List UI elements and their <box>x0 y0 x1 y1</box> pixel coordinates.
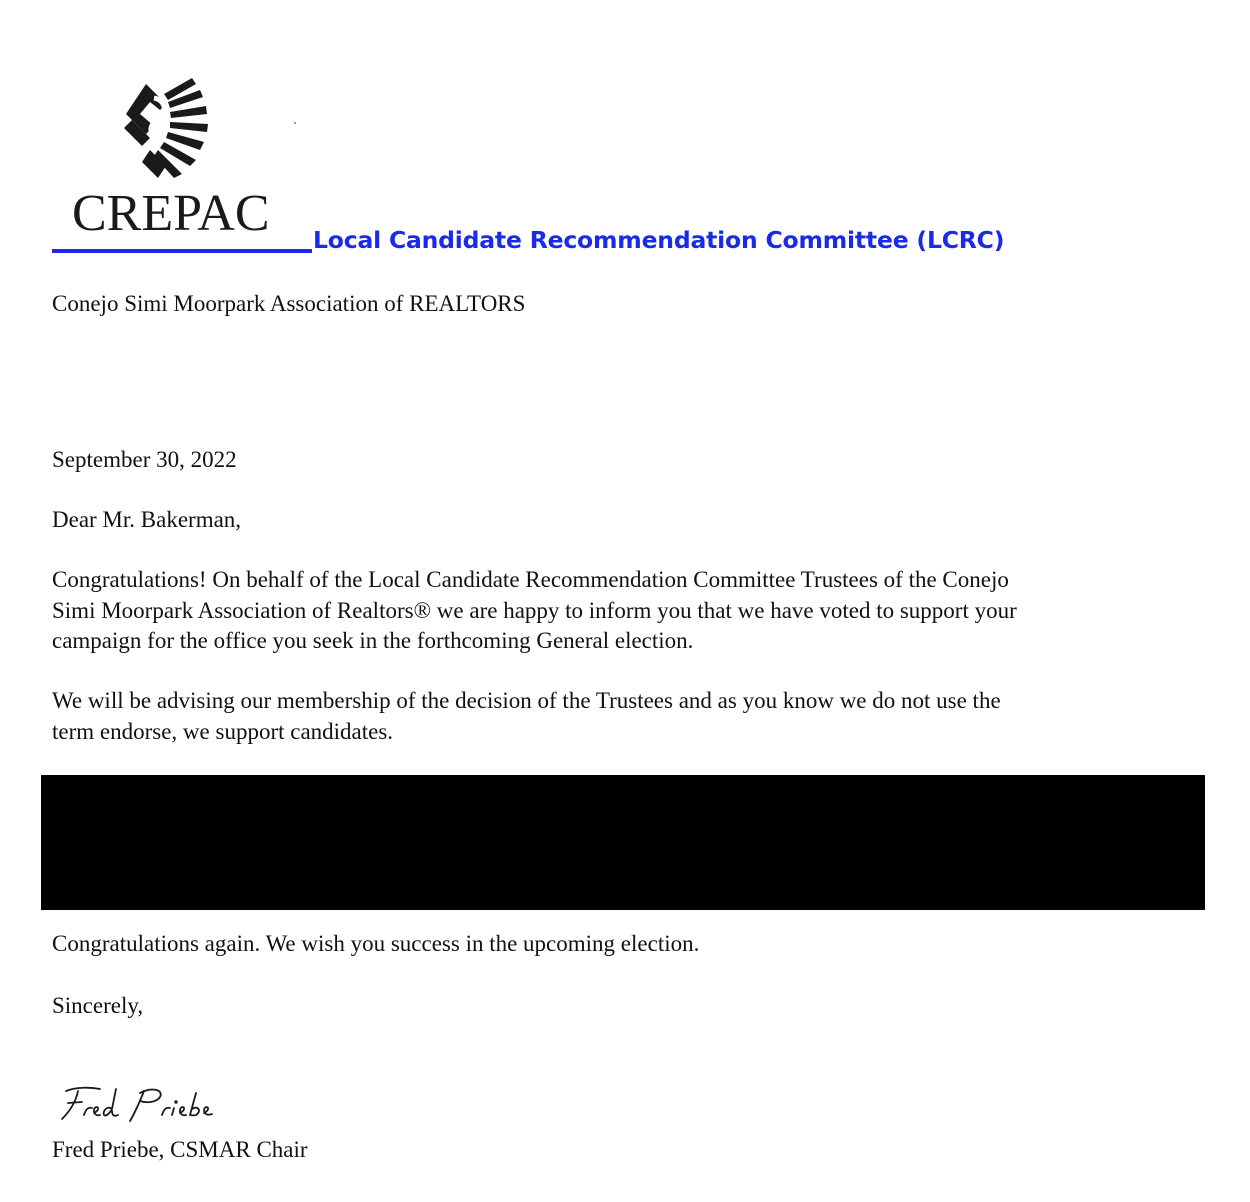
paragraph-line: Simi Moorpark Association of Realtors® we are happy to inform you that we have voted to support your <box>52 597 1017 623</box>
paragraph-membership <box>52 686 1192 747</box>
paragraph-line: term endorse, we support candidates. <box>52 718 394 744</box>
letter-date: September 30, 2022 <box>52 447 237 472</box>
closing-paragraph: Congratulations again. We wish you success in the upcoming election. <box>52 931 700 956</box>
paragraph-line: Congratulations! On behalf of the Local Candidate Recommendation Committee Trustees of the Conejo <box>52 567 1009 592</box>
header-underline <box>52 249 312 253</box>
organization-name: Conejo Simi Moorpark Association of REALTORS <box>52 291 526 316</box>
handwritten-signature <box>56 1081 256 1129</box>
paragraph-line: We will be advising our membership of the decision of the Trustees and as you know we do not use the <box>52 688 1001 713</box>
valediction: Sincerely, <box>52 993 144 1018</box>
salutation: Dear Mr. Bakerman, <box>52 507 242 532</box>
crepac-logo-wordmark: CREPAC <box>72 185 270 242</box>
logo-speck <box>294 122 296 124</box>
redaction-block <box>41 775 1205 910</box>
crepac-emblem-icon <box>120 74 220 186</box>
signer-name-title: Fred Priebe, CSMAR Chair <box>52 1137 308 1162</box>
paragraph-line: campaign for the office you seek in the forthcoming General election. <box>52 628 694 653</box>
paragraph-congratulations <box>52 565 1192 657</box>
committee-title: Local Candidate Recommendation Committee (LCRC) <box>313 226 1005 254</box>
